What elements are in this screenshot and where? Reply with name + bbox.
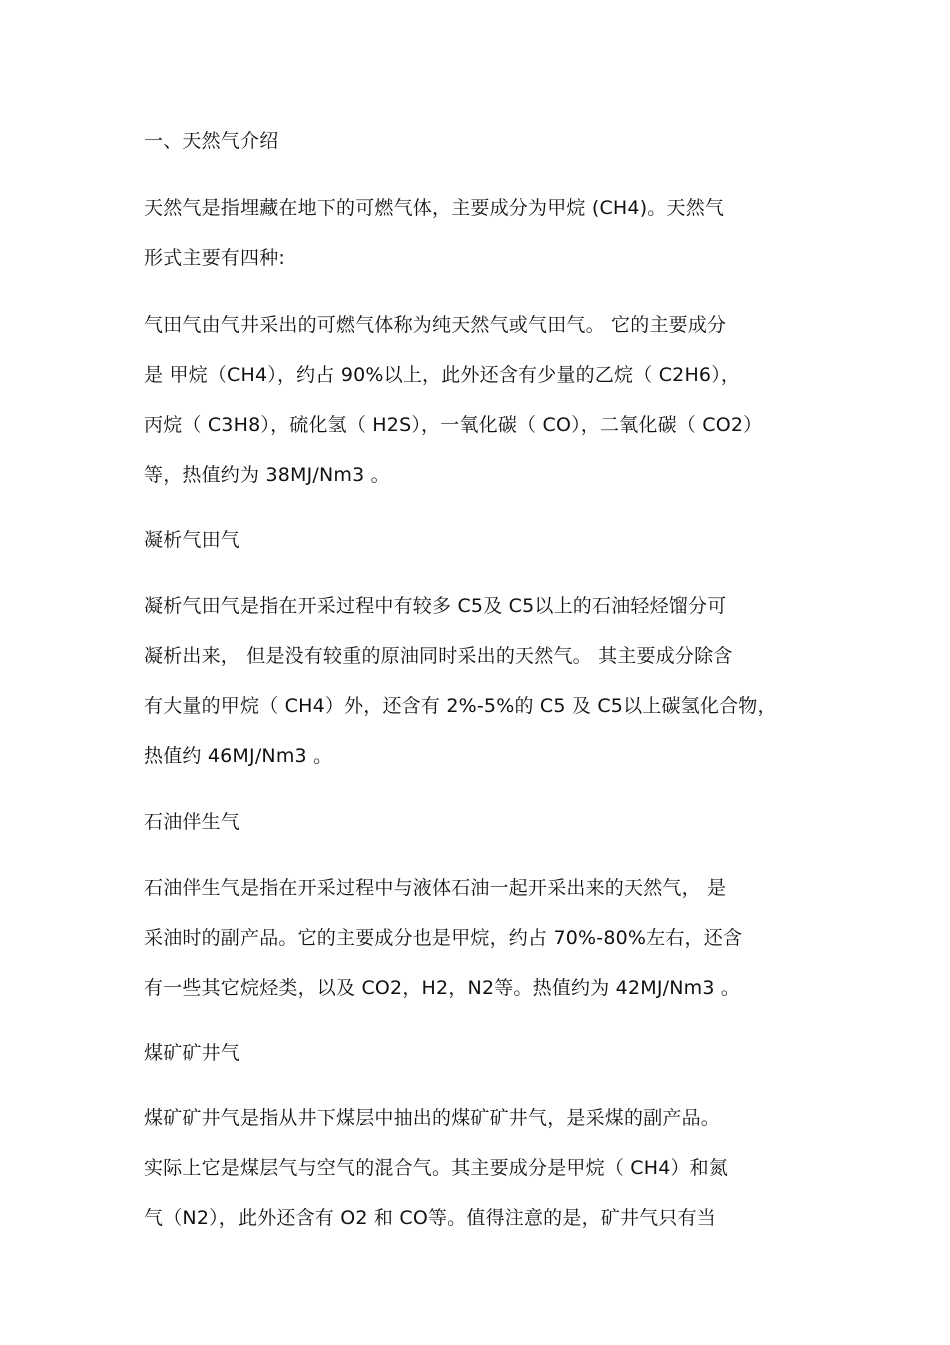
coal-mine-line-1: 煤矿矿井气是指从井下煤层中抽出的煤矿矿井气，是采煤的副产品。 — [144, 1107, 721, 1129]
condensate-line-4: 热值约 46MJ/Nm3 。 — [144, 745, 333, 767]
intro-line-2: 形式主要有四种: — [144, 247, 286, 269]
coal-mine-line-3: 气（N2），此外还含有 O2 和 CO等。值得注意的是，矿井气只有当 — [144, 1207, 716, 1229]
gas-field-line-1: 是 甲烷（CH4），约占 90%以上，此外还含有少量的乙烷（ C2H6）， — [144, 364, 741, 386]
coal-mine-line-2: 实际上它是煤层气与空气的混合气。其主要成分是甲烷（ CH4）和氮 — [144, 1157, 729, 1179]
section-heading: 一、天然气介绍 — [144, 130, 279, 152]
gas-field-title: 气田气由气井采出的可燃气体称为纯天然气或气田气。 它的主要成分 — [144, 314, 727, 336]
condensate-line-3: 有大量的甲烷（ CH4）外，还含有 2%-5%的 C5 及 C5以上碳氢化合物， — [144, 695, 777, 717]
associated-gas-line-2: 采油时的副产品。它的主要成分也是甲烷，约占 70%-80%左右，还含 — [144, 927, 743, 949]
coal-mine-title: 煤矿矿井气 — [144, 1042, 241, 1064]
condensate-line-1: 凝析气田气是指在开采过程中有较多 C5及 C5以上的石油轻烃馏分可 — [144, 595, 727, 617]
associated-gas-line-1: 石油伴生气是指在开采过程中与液体石油一起开采出来的天然气， 是 — [144, 877, 727, 899]
gas-field-line-3: 等，热值约为 38MJ/Nm3 。 — [144, 464, 390, 486]
condensate-title: 凝析气田气 — [144, 529, 241, 551]
gas-field-line-2: 丙烷（ C3H8），硫化氢（ H2S），一氧化碳（ CO），二氧化碳（ CO2） — [144, 414, 763, 436]
intro-line-1: 天然气是指埋藏在地下的可燃气体，主要成分为甲烷 (CH4)。天然气 — [144, 197, 725, 219]
condensate-line-2: 凝析出来， 但是没有较重的原油同时采出的天然气。 其主要成分除含 — [144, 645, 733, 667]
associated-gas-title: 石油伴生气 — [144, 811, 241, 833]
associated-gas-line-3: 有一些其它烷烃类，以及 CO2，H2，N2等。热值约为 42MJ/Nm3 。 — [144, 977, 741, 999]
